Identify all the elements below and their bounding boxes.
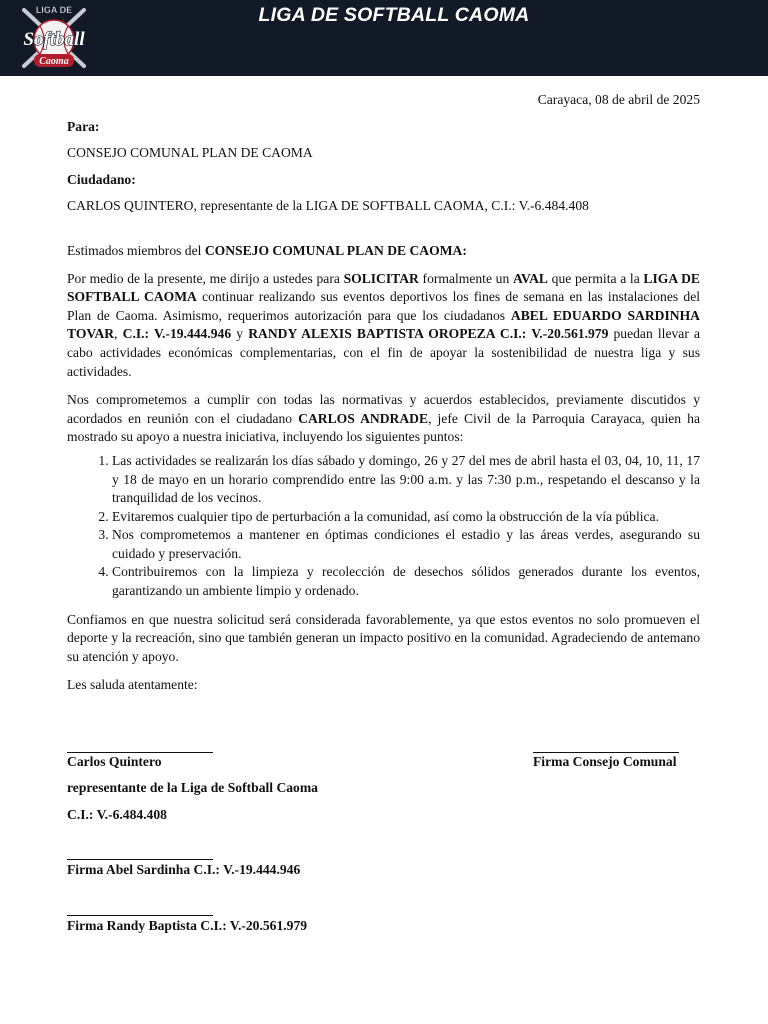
signer-randy: Firma Randy Baptista C.I.: V.-20.561.979 xyxy=(67,918,308,933)
header-title: LIGA DE SOFTBALL CAOMA xyxy=(258,4,530,26)
paragraph-commitment: Nos comprometemos a cumplir con todas las normativas y acuerdos establecidos, previamente discutidos y acordados en reunión con el ciudadano CARLOS ANDRADE, jefe Civil de la Parroquia Carayaca, quien ha mostrado su apoyo a nuestra iniciativa, incluyendo los siguientes puntos: xyxy=(67,392,700,445)
para-label: Para: xyxy=(67,118,100,134)
signer-role: representante de la Liga de Softball Caoma xyxy=(67,780,318,795)
greeting: Estimados miembros del CONSEJO COMUNAL PLAN DE CAOMA: xyxy=(67,242,467,258)
list-item: 3. Nos comprometemos a mantener en óptimas condiciones el estadio y las áreas verdes, asegurando su cuidado y preservación. xyxy=(112,526,700,563)
paragraph-request: Por medio de la presente, me dirijo a ustedes para SOLICITAR formalmente un AVAL que permita a la LIGA DE SOFTBALL CAOMA continuar realizando sus eventos deportivos los fines de semana en las instalaciones del Plan de Caoma. Asimismo, requerimos autorización para que los ciudadanos ABEL EDUARDO SARDINHA TOVAR, C.I.: V.-19.444.946 y RANDY ALEXIS BAPTISTA OROPEZA C.I.: V.-20.561.979 puedan llevar a cabo actividades económicas complementarias, con el fin de apoyar la sostenibilidad de nuestra liga y sus actividades. xyxy=(67,270,701,379)
signer-ci: C.I.: V.-6.484.408 xyxy=(67,807,167,822)
signature-line-abel xyxy=(67,859,213,860)
signer-abel: Firma Abel Sardinha C.I.: V.-19.444.946 xyxy=(67,862,301,877)
logo-bottom-text: Caoma xyxy=(39,56,69,67)
points-list xyxy=(67,452,700,601)
logo-top-text: LIGA DE xyxy=(35,5,73,15)
sender-line: CARLOS QUINTERO, representante de la LIGA DE SOFTBALL CAOMA, C.I.: V.-6.484.408 xyxy=(67,198,589,214)
signer-consejo: Firma Consejo Comunal xyxy=(533,754,677,769)
paragraph-closing: Confiamos en que nuestra solicitud será considerada favorablemente, ya que estos eventos no solo promueven el deporte y la recreación, sino que también generan un impacto positivo en la comunidad. Agradeciendo de antemano su atención y apoyo. xyxy=(67,611,700,664)
recipient: CONSEJO COMUNAL PLAN DE CAOMA xyxy=(67,145,313,161)
signer-name: Carlos Quintero xyxy=(67,754,162,769)
logo-main-text: Softball xyxy=(23,29,85,50)
list-item: 1. Las actividades se realizarán los días sábado y domingo, 26 y 27 del mes de abril hasta el 03, 04, 10, 11, 17 y 18 de mayo en un horario comprendido entre las 9:00 a.m. y las 7:30 p.m., respetando el descanso y la tranquilidad de los vecinos. xyxy=(112,452,700,508)
list-item: 2. Evitaremos cualquier tipo de perturbación a la comunidad, así como la obstrucción de la vía pública. xyxy=(112,508,700,527)
list-item: 4. Contribuiremos con la limpieza y recolección de desechos sólidos generados durante los eventos, garantizando un ambiente limpio y ordenado. xyxy=(112,563,700,600)
closing-salutation: Les saluda atentamente: xyxy=(67,677,198,693)
signature-line-randy xyxy=(67,915,213,916)
ciudadano-label: Ciudadano: xyxy=(67,171,136,187)
place-date: Carayaca, 08 de abril de 2025 xyxy=(537,92,700,107)
page-header xyxy=(0,0,768,76)
letter-body xyxy=(67,88,700,695)
